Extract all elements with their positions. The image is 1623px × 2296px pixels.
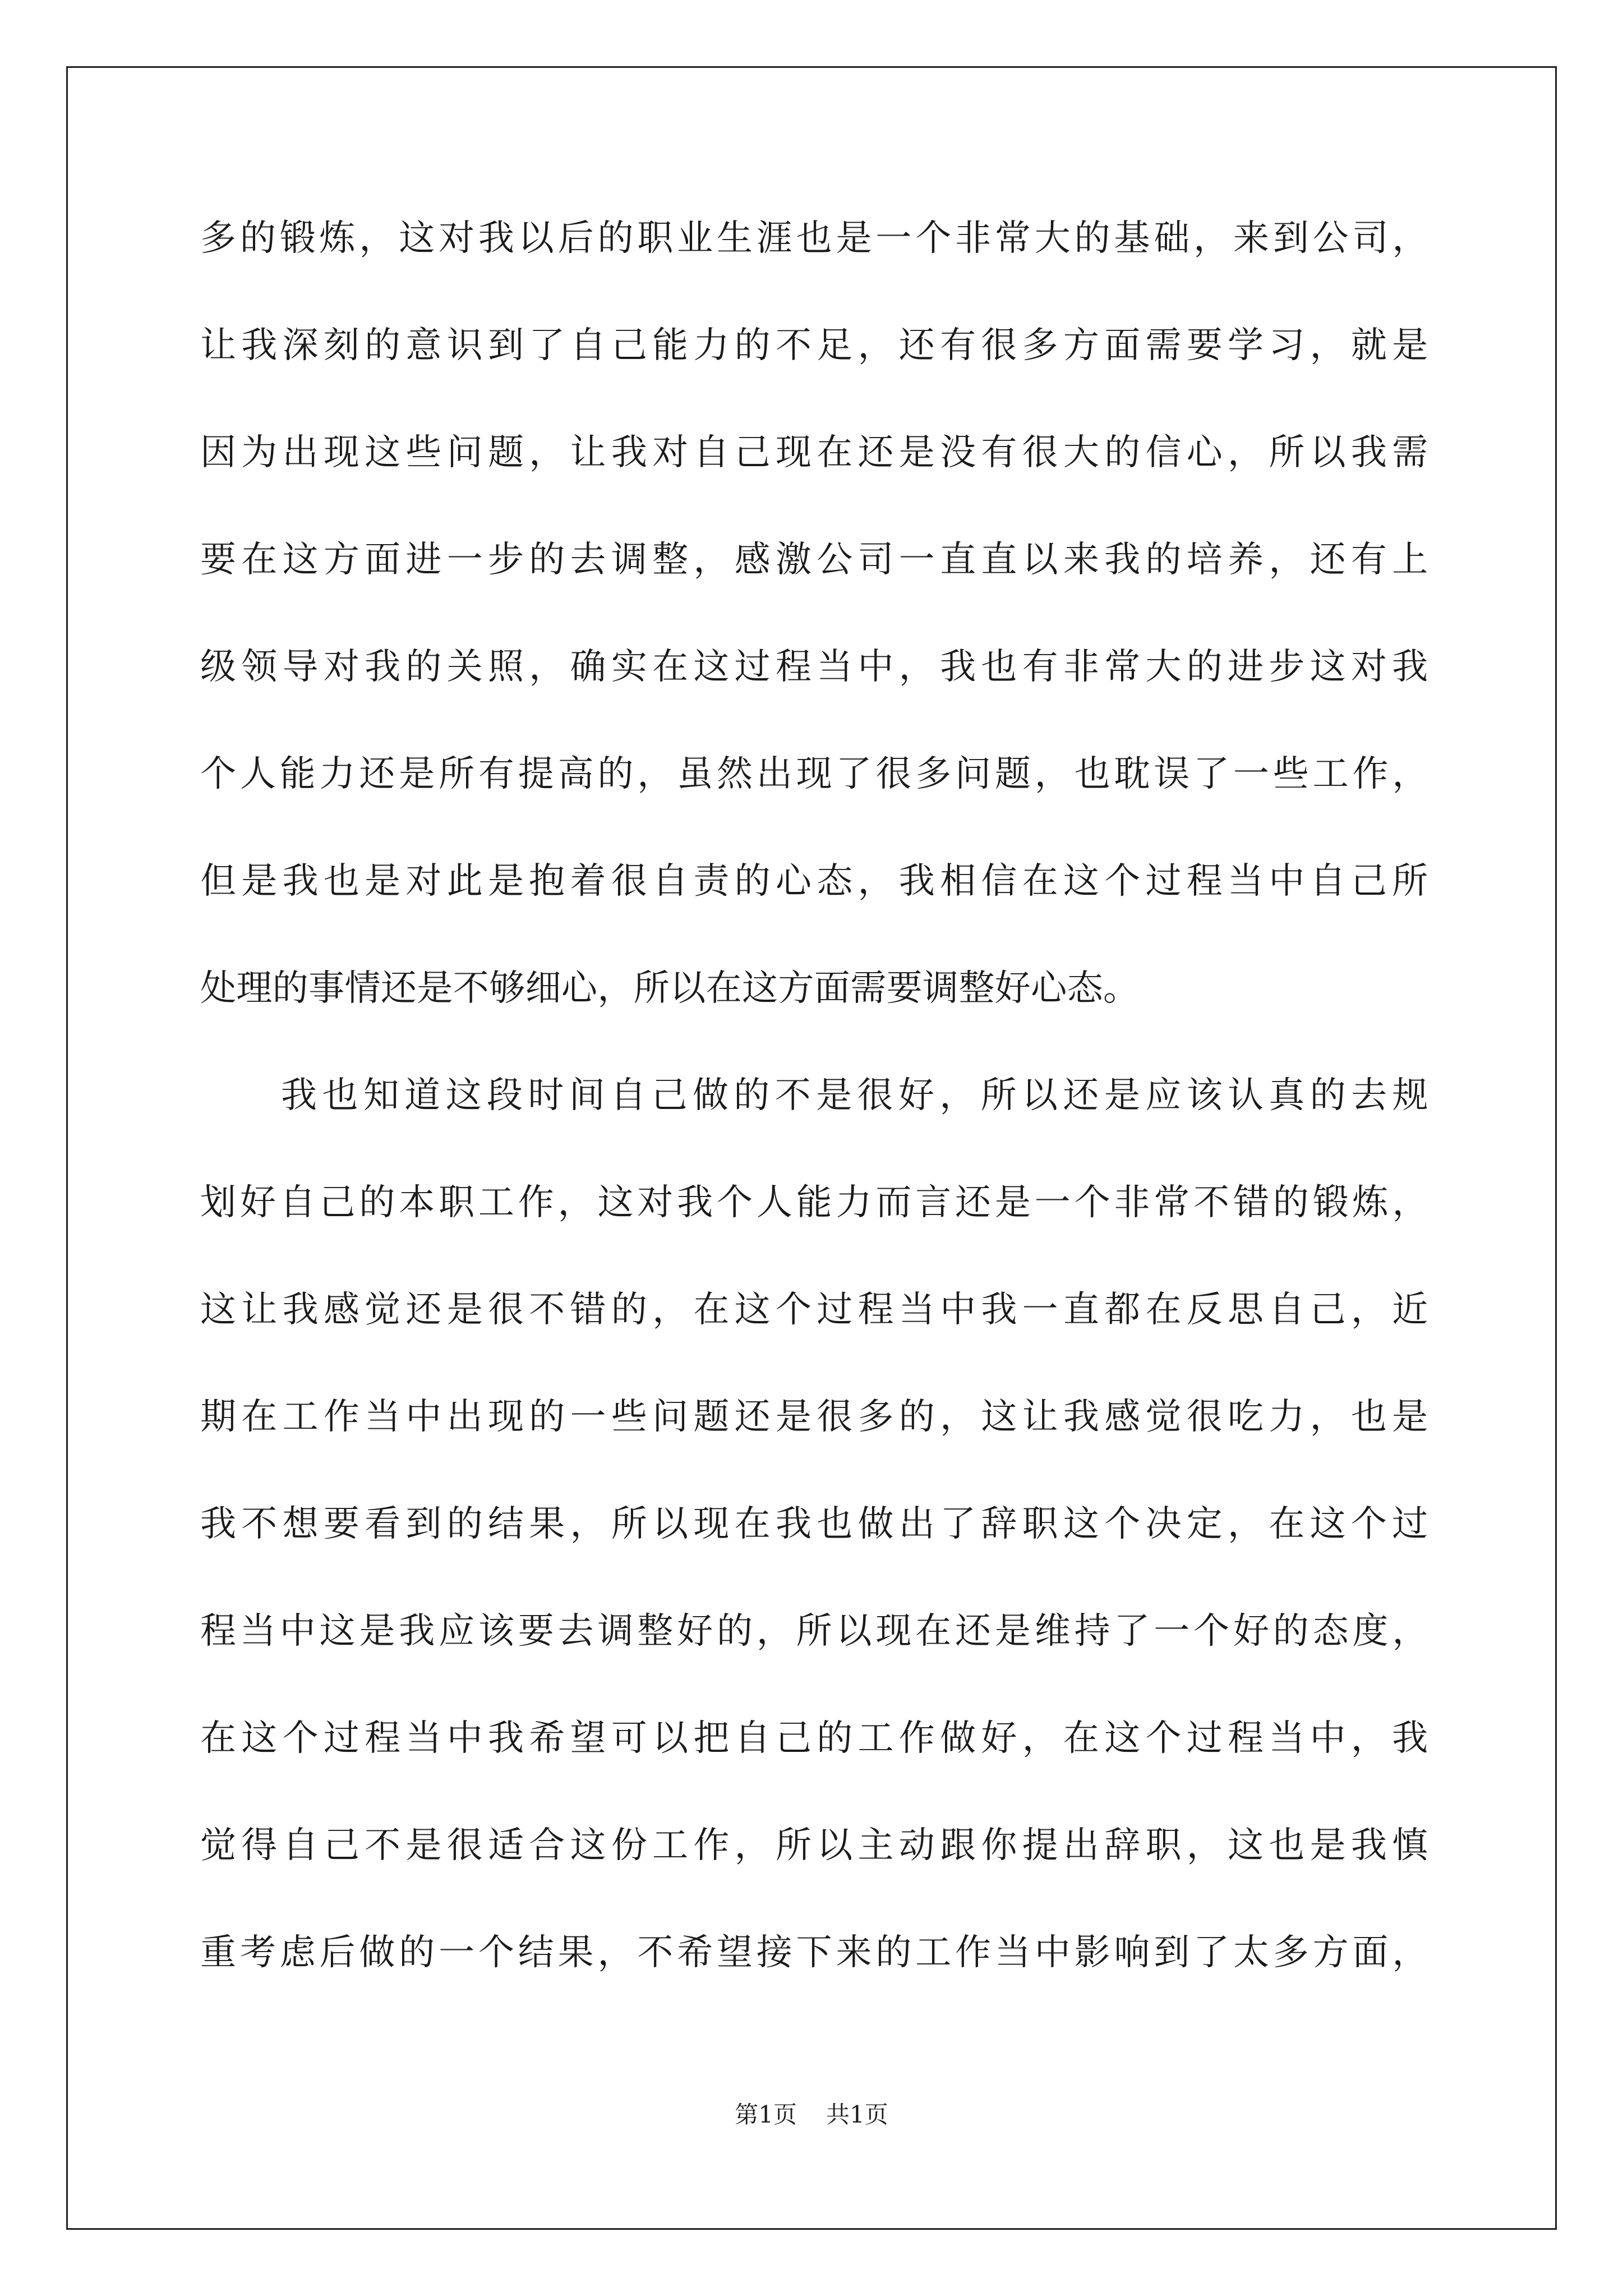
text-line: 要 在 这 方 面 进 一 步 的 去 调 整 ， 感 激 公 司 一 直 直 以 来 我 的 培 养 ， 还 有 上 — [200, 539, 1428, 581]
text-line: 划 好 自 己 的 本 职 工 作 ， 这 对 我 个 人 能 力 而 言 还 是 一 个 非 常 不 错 的 锻 炼 ， — [200, 1182, 1428, 1223]
text-line: 重 考 虑 后 做 的 一 个 结 果 ， 不 希 望 接 下 来 的 工 作 当 中 影 响 到 了 太 多 方 面 ， — [200, 1932, 1428, 1973]
page-total: 共1页 — [826, 2101, 888, 2128]
text-line: 我 也 知 道 这 段 时 间 自 己 做 的 不 是 很 好 ， 所 以 还 是 应 该 认 真 的 去 规 — [281, 1075, 1428, 1116]
text-line: 处理的事情还是不够细心，所以在这方面需要调整好心态。 — [200, 968, 1140, 1009]
text-line: 我 不 想 要 看 到 的 结 果 ， 所 以 现 在 我 也 做 出 了 辞 职 这 个 决 定 ， 在 这 个 过 — [200, 1503, 1428, 1545]
text-line: 在 这 个 过 程 当 中 我 希 望 可 以 把 自 己 的 工 作 做 好 ， 在 这 个 过 程 当 中 ， 我 — [200, 1718, 1428, 1759]
text-line: 期 在 工 作 当 中 出 现 的 一 些 问 题 还 是 很 多 的 ， 这 让 我 感 觉 很 吃 力 ， 也 是 — [200, 1396, 1428, 1438]
text-line: 因 为 出 现 这 些 问 题 ， 让 我 对 自 己 现 在 还 是 没 有 很 大 的 信 心 ， 所 以 我 需 — [200, 432, 1428, 473]
text-line: 觉 得 自 己 不 是 很 适 合 这 份 工 作 ， 所 以 主 动 跟 你 提 出 辞 职 ， 这 也 是 我 慎 — [200, 1825, 1428, 1866]
text-line: 但 是 我 也 是 对 此 是 抱 着 很 自 责 的 心 态 ， 我 相 信 在 这 个 过 程 当 中 自 己 所 — [200, 861, 1428, 902]
text-line: 级 领 导 对 我 的 关 照 ， 确 实 在 这 过 程 当 中 ， 我 也 有 非 常 大 的 进 步 这 对 我 — [200, 646, 1428, 688]
text-line: 这 让 我 感 觉 还 是 很 不 错 的 ， 在 这 个 过 程 当 中 我 一 直 都 在 反 思 自 己 ， 近 — [200, 1289, 1428, 1331]
text-line: 程 当 中 这 是 我 应 该 要 去 调 整 好 的 ， 所 以 现 在 还 是 维 持 了 一 个 好 的 态 度 ， — [200, 1611, 1428, 1652]
text-line: 多 的 锻 炼 ， 这 对 我 以 后 的 职 业 生 涯 也 是 一 个 非 常 大 的 基 础 ， 来 到 公 司 ， — [200, 218, 1428, 259]
page-number: 第1页 — [735, 2101, 797, 2128]
page-footer — [0, 2098, 1623, 2132]
text-line: 让 我 深 刻 的 意 识 到 了 自 己 能 力 的 不 足 ， 还 有 很 多 方 面 需 要 学 习 ， 就 是 — [200, 325, 1428, 366]
text-line: 个 人 能 力 还 是 所 有 提 高 的 ， 虽 然 出 现 了 很 多 问 题 ， 也 耽 误 了 一 些 工 作 ， — [200, 753, 1428, 795]
document-body — [200, 202, 1428, 2023]
